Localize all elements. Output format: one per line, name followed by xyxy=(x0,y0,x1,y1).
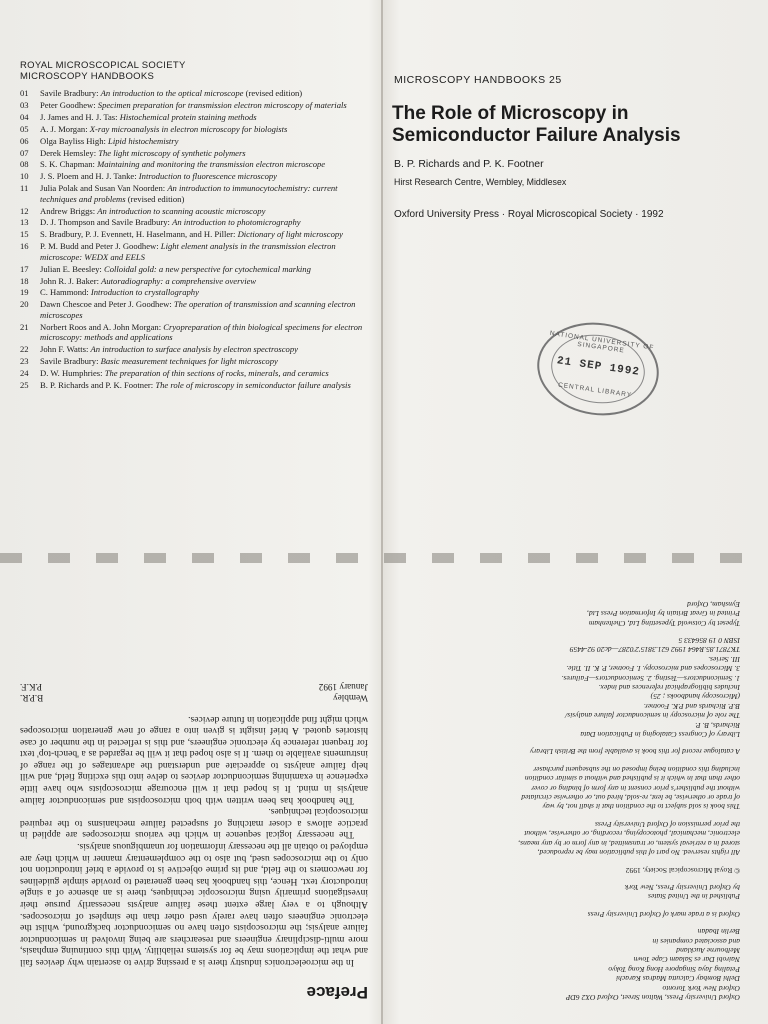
series-entry-number: 13 xyxy=(20,217,29,228)
series-entry xyxy=(20,229,365,239)
series-entry-number: 22 xyxy=(20,343,29,354)
copyright-line: Library of Congress Cataloging in Publication Data xyxy=(580,730,740,740)
series-entry-number: 21 xyxy=(20,321,29,332)
series-entry-text xyxy=(40,229,365,239)
series-entry-title: Cryopreparation of thin biological specimens for electron microscopy: methods and applications xyxy=(40,321,363,343)
series-entry-text xyxy=(40,100,365,110)
series-entry xyxy=(20,368,365,378)
series-entry-number: 03 xyxy=(20,99,29,110)
series-entry-title: The preparation of thin sections of rocks, minerals, and ceramics xyxy=(104,367,329,378)
series-entry-author: A. J. Morgan: xyxy=(40,123,88,134)
preface-initials-1: B.P.R. xyxy=(20,692,44,703)
series-entry xyxy=(20,183,365,204)
series-entry-text xyxy=(40,136,365,146)
book-title xyxy=(392,103,742,147)
series-entry xyxy=(20,217,365,227)
series-header-line-2: MICROSCOPY HANDBOOKS xyxy=(20,71,155,82)
series-entry-author: P. M. Budd and Peter J. Goodhew: xyxy=(40,241,159,252)
series-entry xyxy=(20,380,365,390)
copyright-line: Nairobi Dar es Salaam Cape Town xyxy=(633,955,740,965)
series-entry-title: The role of microscopy in semiconductor failure analysis xyxy=(155,379,351,390)
copyright-line: This book is sold subject to the condition that it shall not, by way xyxy=(542,802,740,812)
copyright-line: All rights reserved. No part of this publication may be reproduced, xyxy=(537,848,740,858)
preface-initials xyxy=(20,681,43,703)
loc-cip-data xyxy=(400,636,740,739)
series-entry-author: Savile Bradbury: xyxy=(40,88,99,98)
series-entry-author: John R. J. Baker: xyxy=(40,275,99,286)
copyright-line: and associated companies in xyxy=(652,936,740,946)
series-entry-number: 08 xyxy=(20,159,29,170)
british-library-record xyxy=(400,747,740,756)
book-authors: B. P. Richards and P. K. Footner xyxy=(394,158,544,170)
copyright-line: Eynsham, Oxford xyxy=(687,599,740,609)
series-entry xyxy=(20,344,365,354)
series-entry-author: D. J. Thompson and Savile Bradbury: xyxy=(40,217,170,228)
series-entry-number: 04 xyxy=(20,111,29,122)
copyright-line: Oxford New York Toronto xyxy=(662,983,740,993)
preface-place-date xyxy=(319,681,368,703)
series-entry xyxy=(20,264,365,274)
series-entry-title: Histochemical protein staining methods xyxy=(119,111,257,122)
copyright-line: including this condition being imposed on the subsequent purchaser xyxy=(533,764,740,774)
series-entry-text xyxy=(40,171,365,181)
series-entry-text xyxy=(40,112,365,122)
series-entry-text xyxy=(40,88,365,98)
series-entry-title: An introduction to scanning acoustic microscopy xyxy=(97,205,266,216)
series-entry-author: Julia Polak and Susan Van Noorden: xyxy=(40,183,166,194)
us-publication-notice xyxy=(400,883,740,902)
series-entry-number: 24 xyxy=(20,367,29,378)
series-entry-author: John F. Watts: xyxy=(40,343,89,354)
series-entry xyxy=(20,100,365,110)
series-entry-number: 20 xyxy=(20,299,29,310)
series-entry-text xyxy=(40,380,365,390)
series-entry-author: Olga Bayliss High: xyxy=(40,135,106,146)
series-entry-text xyxy=(40,206,365,216)
series-entry-title: An introduction to the optical microscope xyxy=(100,88,244,98)
series-entry-number: 15 xyxy=(20,229,29,240)
series-entry-author: S. Bradbury, P. J. Evennett, H. Haselmann, and H. Piller: xyxy=(40,229,236,240)
series-entry-title: The light microscopy of synthetic polymers xyxy=(98,147,246,158)
copyright-line: 3. Microscopes and microscopy. I. Footner, P. K. II. Title. xyxy=(566,664,740,674)
series-entry-title: Basic measurement techniques for light microscopy xyxy=(100,355,278,366)
series-entry-number: 16 xyxy=(20,241,29,252)
series-entry-title: Autoradiography: a comprehensive overview xyxy=(101,275,257,286)
series-entry-title: The operation of transmission and scanning electron microscopes xyxy=(40,299,356,320)
series-entry-author: J. S. Ploem and H. J. Tanke: xyxy=(40,171,137,182)
copyright-line: by Oxford University Press, New York xyxy=(624,882,740,892)
series-entry-number: 10 xyxy=(20,171,29,182)
series-entry-text xyxy=(40,264,365,274)
series-entry-title: Introduction to crystallography xyxy=(90,287,199,298)
printer-info xyxy=(400,599,740,627)
series-entry-title: An introduction to surface analysis by electron spectroscopy xyxy=(90,343,298,354)
copyright-line: Oxford University Press, Walton Street, Oxford OX2 6DP xyxy=(565,993,740,1002)
series-entry-author: S. K. Chapman: xyxy=(40,159,95,170)
series-entry-text xyxy=(40,344,365,354)
copyright-line: Printed in Great Britain by Information Press Ltd, xyxy=(587,609,740,619)
series-entry xyxy=(20,322,365,343)
copyright-notice xyxy=(400,865,740,874)
preface-initials-2: P.K.F. xyxy=(20,681,42,692)
series-entry-text xyxy=(40,356,365,366)
trademark-notice xyxy=(400,909,740,918)
series-entry-number: 25 xyxy=(20,379,29,390)
preface-heading: Preface xyxy=(306,983,368,1002)
author-affiliation: Hirst Research Centre, Wembley, Middlesex xyxy=(394,177,567,187)
preface-date: January 1992 xyxy=(318,681,368,692)
copyright-line: Melbourne Auckland xyxy=(676,945,740,955)
series-entry xyxy=(20,276,365,286)
series-entry xyxy=(20,356,365,366)
series-entry-text xyxy=(40,276,365,286)
copyright-line: A catalogue record for this book is available from the British Library xyxy=(529,747,740,757)
series-entry-text xyxy=(40,183,365,204)
book-title-line-2: Semiconductor Failure Analysis xyxy=(392,125,681,146)
publisher-address xyxy=(400,927,740,1002)
copyright-line: Richards, B. P. xyxy=(695,720,740,730)
copyright-line: TK7871.85.R464 1992 621.3815'2'0287—dc20 92-4459 xyxy=(569,645,740,655)
series-entry-author: J. James and H. J. Tas: xyxy=(40,111,118,122)
series-entry-title: Light element analysis in the transmission electron microscope: WEDX and EELS xyxy=(40,241,336,262)
series-entry-text xyxy=(40,368,365,378)
series-entry-author: C. Hammond: xyxy=(40,287,89,298)
copyright-line: B.P. Richards and P.K. Footner. xyxy=(643,701,740,711)
series-entry xyxy=(20,171,365,181)
sale-conditions xyxy=(400,764,740,811)
copyright-line: Published in the United States xyxy=(648,892,740,902)
series-entry-number: 01 xyxy=(20,88,29,98)
copyright-line: 1. Semiconductors—Testing. 2. Semiconductors—Failures. xyxy=(561,673,740,683)
series-entry xyxy=(20,148,365,158)
library-stamp xyxy=(531,315,665,423)
series-entry-title: Specimen preparation for transmission electron microscopy of materials xyxy=(97,99,347,110)
series-entry-title: Maintaining and monitoring the transmission electron microscope xyxy=(97,159,326,170)
series-header-line-1: ROYAL MICROSCOPICAL SOCIETY xyxy=(20,60,186,71)
series-entry-title: Colloidal gold: a new perspective for cytochemical marking xyxy=(103,263,311,274)
series-entry-text xyxy=(40,124,365,134)
publisher-line: Oxford University Press · Royal Microscopical Society · 1992 xyxy=(394,209,664,220)
copyright-line: the prior permission of Oxford University Press xyxy=(595,819,740,829)
preface-paragraph: The handbook has been written with both microscopists and semiconductor failure analysis in mind. It is hoped that it will encourage microscopists who have little experience in examining semiconductor devices to delve into this exciting field, and will help failure analysts to appreciate and understand the advantages of the range of instruments available to them. It is also hoped that it will be regarded as a 'bench-top' text for frequent reference by electronic engineers, and this is reflected in the number of case histories quoted. A brief insight is given into a range of new generation microscopes which might find application in future devices. xyxy=(20,713,368,806)
copyright-line: Typeset by Cotswold Typesetting Ltd, Cheltenham xyxy=(588,618,740,628)
series-entry-title: An introduction to immunocytochemistry: current techniques and problems xyxy=(40,183,338,204)
series-entry xyxy=(20,124,365,134)
preface-paragraph: The necessary logical sequence in which the various microscopes are applied in practice allows a closer matching of suspected failure mechanisms to the required microscopical techniques. xyxy=(20,806,368,841)
copyright-line: other than that in which it is published and without a similar condition xyxy=(524,774,740,784)
stamp-date: 21 SEP 1992 xyxy=(556,355,641,379)
series-entry-author: D. W. Humphries: xyxy=(40,367,103,378)
series-entry-author: Savile Bradbury: xyxy=(40,355,99,366)
series-entry xyxy=(20,136,365,146)
series-entry-number: 06 xyxy=(20,135,29,146)
book-title-line-1: The Role of Microscopy in xyxy=(392,103,629,124)
copyright-line: III. Series. xyxy=(708,654,740,664)
copyright-line: Petaling Jaya Singapore Hong Kong Tokyo xyxy=(608,964,740,974)
series-entry-title: Introduction to fluorescence microscopy xyxy=(138,171,277,182)
series-entry-author: Julian E. Beesley: xyxy=(40,263,102,274)
series-entry-title: X-ray microanalysis in electron microscopy for biologists xyxy=(89,123,288,134)
series-entry-text xyxy=(40,241,365,262)
copyright-line: ISBN 0 19 856433 5 xyxy=(678,636,740,645)
series-entry-number: 17 xyxy=(20,263,29,274)
preface-paragraph: In the microelectronics industry there is a pressing drive to ascertain why devices fail and what the implications may be for systems reliability. With this continuing emphasis, more multi-disciplinary engineers and researchers are being involved in semiconductor failure analysis; the microscopists often have no semiconductor background, whilst the electronic engineers often have rarely used other than the simplest of microscopes. Although to a very large extent these failure analysts necessarily pursue their investigations primarily using microscopic techniques, there is an absence of a single introductory text. Hence, this handbook has been generated to provide simple guidelines for newcomers to the field, and its prime objective is to provide a brief introduction not only to the microscopes used, but also to the complementary manner in which they are employed to obtain all the necessary information for unambiguous analysis. xyxy=(20,841,368,968)
series-entry-number: 23 xyxy=(20,355,29,366)
series-entry-text xyxy=(40,322,365,343)
series-entry-author: Andrew Briggs: xyxy=(40,205,96,216)
series-entry-text xyxy=(40,287,365,297)
series-entry-author: Peter Goodhew: xyxy=(40,99,96,110)
copyright-line: © Royal Microscopical Society, 1992 xyxy=(625,865,740,875)
series-entry xyxy=(20,159,365,169)
copyright-line: Berlin Ibadan xyxy=(697,927,740,937)
copyright-line: Delhi Bombay Calcutta Madras Karachi xyxy=(615,974,740,984)
stamp-bottom-text: CENTRAL LIBRARY xyxy=(557,381,633,399)
series-entry-text xyxy=(40,217,365,227)
copyright-line: of trade or otherwise, be lent, re-sold, hired out, or otherwise circulated xyxy=(521,793,740,803)
series-entry xyxy=(20,299,365,320)
preface-place: Wembley xyxy=(333,692,368,703)
copyright-line: without the publisher's prior consent in any form of binding or cover xyxy=(531,783,740,793)
preface-signature xyxy=(20,681,368,703)
series-entry-author: Norbert Roos and A. John Morgan: xyxy=(40,321,162,332)
series-entry-number: 07 xyxy=(20,147,29,158)
series-list xyxy=(20,88,365,392)
horizontal-fold-line xyxy=(0,553,768,563)
series-header xyxy=(20,60,186,82)
preface-body xyxy=(20,713,368,968)
copyright-page xyxy=(400,582,740,1002)
vertical-fold-line xyxy=(381,0,383,1024)
copyright-line: Includes bibliographical references and index. xyxy=(598,683,740,693)
series-entry-edition: (revised edition) xyxy=(127,193,185,204)
series-entry-title: Dictionary of light microscopy xyxy=(237,229,343,240)
series-entry-text xyxy=(40,148,365,158)
copyright-line: Oxford is a trade mark of Oxford University Press xyxy=(587,909,740,919)
series-entry-author: B. P. Richards and P. K. Footner: xyxy=(40,379,154,390)
series-entry xyxy=(20,206,365,216)
stamp-top-text: NATIONAL UNIVERSITY OF SINGAPORE xyxy=(549,329,655,355)
series-entry-number: 11 xyxy=(20,183,29,194)
series-entry-edition: (revised edition) xyxy=(245,88,303,98)
copyright-line: The role of microscopy in semiconductor failure analysis/ xyxy=(565,711,740,721)
series-entry-author: Dawn Chescoe and Peter J. Goodhew: xyxy=(40,299,172,310)
series-entry xyxy=(20,287,365,297)
copyright-line: stored in a retrieval system, or transmitted, in any form or by any means, xyxy=(518,838,740,848)
copyright-line: (Microscopy handbooks ; 25) xyxy=(650,692,740,702)
series-entry-number: 05 xyxy=(20,123,29,134)
series-entry-text xyxy=(40,299,365,320)
series-entry-title: Lipid histochemistry xyxy=(108,135,179,146)
series-entry-author: Derek Hemsley: xyxy=(40,147,97,158)
rights-notice xyxy=(400,820,740,858)
handbook-number: MICROSCOPY HANDBOOKS 25 xyxy=(394,74,562,86)
copyright-line: electronic, mechanical, photocopying, recording, or otherwise, without xyxy=(524,829,740,839)
series-entry-title: An introduction to photomicrography xyxy=(172,217,301,228)
series-entry xyxy=(20,241,365,262)
preface-page xyxy=(20,582,368,1002)
series-entry xyxy=(20,88,365,98)
series-entry-number: 19 xyxy=(20,287,29,298)
series-entry-number: 12 xyxy=(20,205,29,216)
series-entry xyxy=(20,112,365,122)
series-entry-number: 18 xyxy=(20,275,29,286)
series-entry-text xyxy=(40,159,365,169)
